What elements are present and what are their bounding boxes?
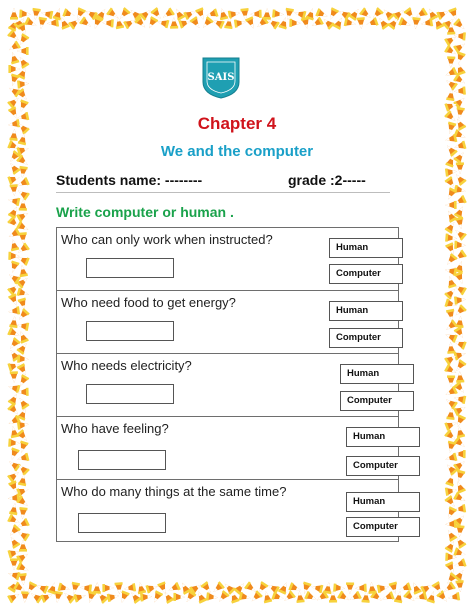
candy-corn-icon [151,590,163,604]
option-human: Human [346,492,420,512]
candy-corn-icon [266,582,280,595]
candy-corn-icon [245,16,257,30]
candy-corn-icon [170,17,178,29]
candy-corn-icon [289,19,301,27]
candy-corn-icon [102,19,114,28]
candy-corn-icon [16,321,29,331]
candy-corn-icon [442,16,456,30]
candy-corn-icon [9,316,19,329]
candy-corn-icon [295,591,304,603]
candy-corn-icon [444,331,458,343]
candy-corn-icon [17,288,30,299]
candy-corn-icon [454,480,466,494]
candy-corn-icon [262,590,272,603]
candy-corn-icon [446,441,456,454]
candy-corn-icon [10,8,18,20]
candy-corn-icon [9,51,20,64]
candy-corn-icon [8,260,19,274]
candy-corn-icon [453,95,467,109]
option-computer: Computer [329,264,403,284]
candy-corn-icon [190,16,203,30]
question-text: Who do many things at the same time? [61,484,287,499]
logo-lettering: SAIS [207,72,235,83]
candy-corn-icon [456,580,465,592]
candy-corn-icon [453,172,467,186]
candy-corn-icon [19,199,27,211]
candy-corn-icon [323,581,333,594]
candy-corn-icon [398,17,412,29]
candy-corn-icon [445,275,456,288]
answer-box[interactable] [78,513,166,533]
candy-corn-icon [140,592,152,601]
candy-corn-icon [17,355,29,364]
candy-corn-icon [445,167,457,176]
candy-corn-icon [454,51,465,65]
candy-corn-icon [146,16,159,30]
candy-corn-icon [9,502,19,515]
candy-corn-icon [410,581,422,595]
candy-corn-icon [18,264,28,277]
question-text: Who have feeling? [61,421,169,436]
candy-corn-icon [156,18,169,29]
candy-corn-icon [454,241,466,250]
chapter-title: Chapter 4 [197,114,277,133]
candy-corn-icon [123,583,136,593]
candy-corn-icon [8,306,21,316]
option-human: Human [340,364,414,384]
candy-corn-icon [446,342,455,354]
candy-corn-icon [454,31,466,40]
candy-corn-icon [24,17,38,29]
candy-corn-icon [370,7,384,21]
candy-corn-icon [454,295,466,304]
candy-corn-icon [7,29,21,43]
question-row [57,417,398,480]
candy-corn-icon [47,18,59,27]
candy-corn-icon [8,392,21,406]
candy-corn-icon [18,573,27,585]
candy-corn-icon [10,371,18,383]
candy-corn-icon [346,582,354,594]
candy-corn-icon [218,7,229,20]
candy-corn-icon [420,18,433,28]
candy-corn-icon [327,7,339,21]
answer-box[interactable] [86,258,174,278]
grade-label: grade :2----- [288,172,366,188]
candy-corn-icon [420,582,434,594]
candy-corn-icon [436,8,450,20]
candy-corn-icon [453,304,467,318]
candy-corn-icon [19,232,28,244]
candy-corn-icon [333,16,346,30]
candy-corn-icon [161,8,175,21]
candy-corn-icon [239,592,252,602]
question-row [57,480,398,543]
candy-corn-icon [304,591,318,603]
answer-box[interactable] [86,321,174,341]
candy-corn-icon [7,469,21,482]
candy-corn-icon [310,583,323,593]
candy-corn-icon [427,590,438,603]
candy-corn-icon [453,359,466,373]
candy-corn-icon [337,591,351,604]
candy-corn-icon [206,592,218,601]
candy-corn-icon [278,581,290,595]
candy-corn-icon [333,584,345,593]
candy-corn-icon [234,18,247,28]
candy-corn-icon [444,453,457,464]
candy-corn-icon [444,462,458,476]
candy-corn-icon [17,420,30,430]
candy-corn-icon [446,309,456,322]
candy-corn-icon [18,507,27,519]
candy-corn-icon [447,375,455,387]
candy-corn-icon [7,403,21,417]
candy-corn-icon [19,10,31,19]
candy-corn-icon [216,590,230,604]
candy-corn-icon [16,453,29,464]
candy-corn-icon [16,177,30,189]
candy-corn-icon [300,581,311,594]
candy-corn-icon [80,583,92,592]
candy-corn-icon [167,582,181,594]
candy-corn-icon [454,568,467,582]
option-computer: Computer [340,391,414,411]
question-row [57,291,398,354]
candy-corn-icon [16,396,29,410]
option-human: Human [329,301,403,321]
candy-corn-icon [7,514,21,526]
candy-corn-icon [444,419,458,431]
candy-corn-icon [444,364,458,377]
question-text: Who need food to get energy? [61,295,236,310]
candy-corn-icon [7,327,21,339]
candy-corn-icon [7,535,20,549]
option-human: Human [346,427,420,447]
candy-corn-icon [19,540,27,552]
candy-corn-icon [453,40,467,53]
candy-corn-icon [367,582,376,594]
candy-corn-icon [17,99,28,113]
candy-corn-icon [17,79,29,88]
candy-corn-icon [18,473,28,486]
candy-corn-icon [195,590,207,604]
candy-corn-icon [9,238,20,251]
candy-corn-icon [381,591,395,603]
candy-corn-icon [29,590,43,603]
candy-corn-icon [442,582,456,595]
option-human: Human [329,238,403,258]
candy-corn-icon [114,16,124,29]
question-row [57,354,398,417]
candy-corn-icon [445,201,457,209]
candy-corn-icon [456,371,465,383]
candy-corn-icon [454,87,466,96]
school-logo [201,56,241,100]
candy-corn-icon [454,185,467,195]
candy-corn-icon [18,166,28,179]
candy-corn-icon [173,593,185,601]
candy-corn-icon [445,473,456,487]
candy-corn-icon [136,581,146,594]
candy-corn-icon [453,492,467,505]
candy-corn-icon [7,173,21,184]
candy-corn-icon [454,414,466,428]
candy-corn-icon [456,162,464,174]
candy-corn-icon [453,18,467,32]
candy-corn-icon [8,439,20,448]
candy-corn-icon [93,582,102,594]
option-computer: Computer [346,456,420,476]
questions-table [56,227,399,542]
answer-box[interactable] [86,384,174,404]
candy-corn-icon [444,253,458,267]
candy-corn-icon [7,95,21,109]
student-info-line [56,172,390,193]
candy-corn-icon [392,7,406,21]
candy-corn-icon [7,570,20,581]
candy-corn-icon [7,161,20,175]
candy-corn-icon [10,184,19,196]
candy-corn-icon [16,210,30,223]
candy-corn-icon [355,584,367,593]
candy-corn-icon [107,592,120,602]
candy-corn-icon [447,592,460,602]
candy-corn-icon [9,425,19,438]
candy-corn-icon [436,590,450,604]
candy-corn-icon [73,591,86,602]
candy-corn-icon [315,8,329,20]
candy-corn-icon [445,520,457,529]
candy-corn-icon [7,196,20,206]
candy-corn-icon [455,425,465,438]
candy-corn-icon [365,17,379,28]
candy-corn-icon [445,506,457,520]
candy-corn-icon [37,17,47,30]
candy-corn-icon [8,252,20,260]
candy-corn-icon [453,349,466,360]
candy-corn-icon [381,7,395,21]
candy-corn-icon [8,65,20,73]
candy-corn-icon [446,88,456,101]
candy-corn-icon [444,266,457,276]
candy-corn-icon [35,582,49,594]
candy-corn-icon [102,584,114,592]
option-computer: Computer [346,517,420,537]
candy-corn-icon [444,528,457,542]
answer-box[interactable] [78,450,166,470]
candy-corn-icon [17,440,28,454]
candy-corn-icon [377,583,390,593]
question-row [57,228,398,291]
candy-corn-icon [249,590,263,604]
question-text: Who needs electricity? [61,358,192,373]
candy-corn-icon [337,8,351,21]
candy-corn-icon [117,7,131,21]
candy-corn-icon [447,56,456,68]
student-name-label: Students name: -------- [56,172,203,188]
candy-corn-icon [411,17,420,29]
candy-corn-icon [357,17,366,29]
candy-corn-icon [455,525,464,537]
candy-corn-icon [21,591,30,603]
candy-corn-icon [161,590,174,604]
candy-corn-icon [62,8,76,19]
candy-corn-icon [453,558,467,569]
candy-corn-icon [70,582,80,595]
option-computer: Computer [329,328,403,348]
instruction-text: Write computer or human . [56,204,234,220]
question-text: Who can only work when instructed? [61,232,273,247]
sais-school-crest-icon [201,56,241,100]
candy-corn-icon [272,9,284,18]
worksheet-subtitle: We and the computer [160,143,314,160]
candy-corn-icon [79,16,93,29]
